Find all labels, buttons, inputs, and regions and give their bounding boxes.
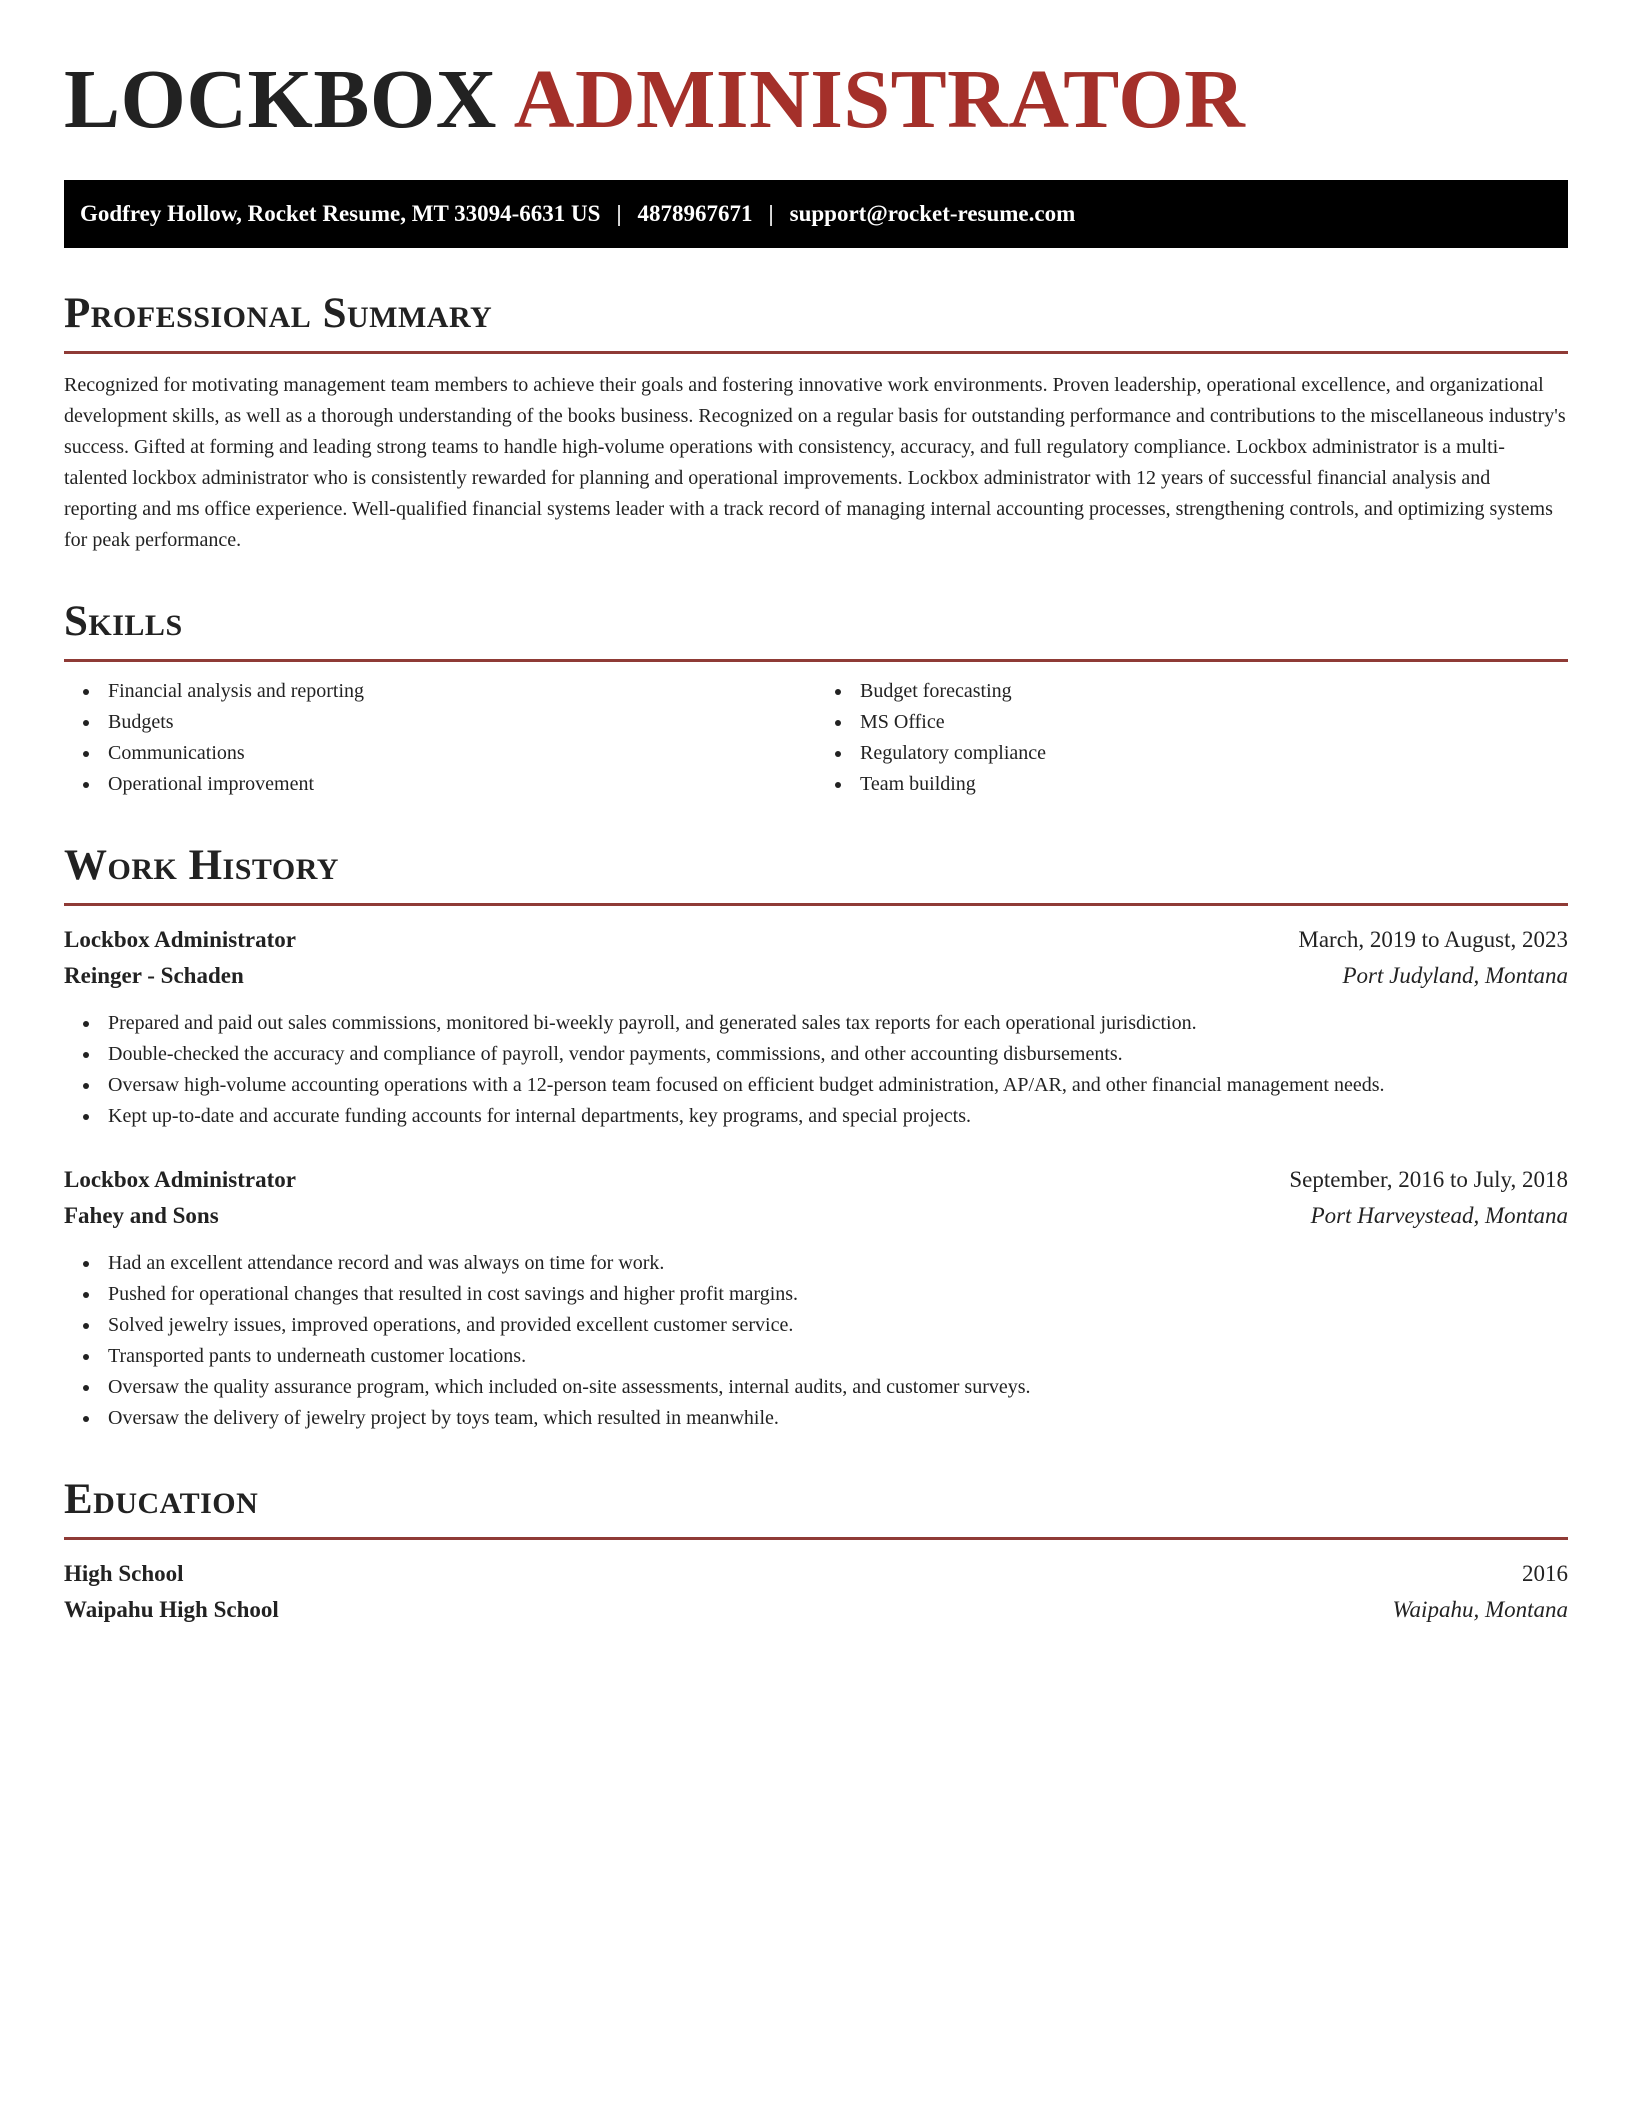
skill-item: Budgets: [64, 707, 816, 738]
name-first: LOCKBOX: [64, 53, 497, 146]
job-duty: Solved jewelry issues, improved operations, and provided excellent customer service.: [64, 1310, 1568, 1341]
job-location: Port Harveystead, Montana: [1310, 1203, 1568, 1228]
skill-item: MS Office: [816, 707, 1568, 738]
contact-bar: [64, 180, 1568, 248]
education-location: Waipahu, Montana: [1392, 1597, 1568, 1622]
job-location: Port Judyland, Montana: [1342, 963, 1568, 988]
job-duties: [64, 1248, 1568, 1434]
job-duty: Pushed for operational changes that resulted in cost savings and higher profit margins.: [64, 1279, 1568, 1310]
job-duty: Double-checked the accuracy and compliance of payroll, vendor payments, commissions, and other accounting disbursements.: [64, 1039, 1568, 1070]
job-duty: Transported pants to underneath customer locations.: [64, 1341, 1568, 1372]
contact-separator: |: [616, 201, 622, 226]
skills-heading: Skills: [64, 598, 183, 645]
education-entry: [64, 1556, 1568, 1628]
skills-list: [64, 676, 1568, 800]
name-last: ADMINISTRATOR: [513, 53, 1246, 146]
education-year: 2016: [1522, 1561, 1568, 1586]
skill-item: Financial analysis and reporting: [64, 676, 816, 707]
contact-address: Godfrey Hollow, Rocket Resume, MT 33094-6631 US: [80, 201, 601, 226]
skill-item: Regulatory compliance: [816, 738, 1568, 769]
contact-separator: |: [768, 201, 774, 226]
job-dates: September, 2016 to July, 2018: [1289, 1167, 1568, 1192]
job-duty: Prepared and paid out sales commissions, monitored bi-weekly payroll, and generated sales tax reports for each operational jurisdiction.: [64, 1008, 1568, 1039]
job-entry: [64, 922, 1568, 1132]
job-duty: Kept up-to-date and accurate funding accounts for internal departments, key programs, and special projects.: [64, 1101, 1568, 1132]
job-entry: [64, 1162, 1568, 1434]
section-divider: [64, 351, 1568, 354]
education-heading: Education: [64, 1476, 259, 1523]
job-duty: Oversaw the quality assurance program, which included on-site assessments, internal audits, and customer surveys.: [64, 1372, 1568, 1403]
job-dates: March, 2019 to August, 2023: [1298, 927, 1568, 952]
skill-item: Operational improvement: [64, 769, 816, 800]
section-divider: [64, 903, 1568, 906]
summary-text: Recognized for motivating management team members to achieve their goals and fostering innovative work environments. Proven leadership, operational excellence, and organizational development skills, as well as a thorough understanding of the books business. Recognized on a regular basis for outstanding performance and contributions to the miscellaneous industry's success. Gifted at forming and leading strong teams to handle high-volume operations with consistency, accuracy, and full regulatory compliance. Lockbox administrator is a multi-talented lockbox administrator who is consistently rewarded for planning and operational improvements. Lockbox administrator with 12 years of successful financial analysis and reporting and ms office experience. Well-qualified financial systems leader with a track record of managing internal accounting processes, strengthening controls, and optimizing systems for peak performance.: [64, 374, 1566, 551]
education-school: Waipahu High School: [64, 1597, 279, 1622]
section-divider: [64, 659, 1568, 662]
skill-item: Budget forecasting: [816, 676, 1568, 707]
summary-heading: Professional Summary: [64, 290, 493, 337]
job-duty: Oversaw the delivery of jewelry project by toys team, which resulted in meanwhile.: [64, 1403, 1568, 1434]
candidate-name: [64, 53, 1568, 146]
job-duty: Oversaw high-volume accounting operations with a 12-person team focused on efficient budget administration, AP/AR, and other financial management needs.: [64, 1070, 1568, 1101]
job-company: Fahey and Sons: [64, 1203, 219, 1228]
contact-phone: 4878967671: [637, 201, 753, 226]
section-divider: [64, 1537, 1568, 1540]
skill-item: Team building: [816, 769, 1568, 800]
skills-column-right: [816, 676, 1568, 800]
job-duties: [64, 1008, 1568, 1132]
skills-column-left: [64, 676, 816, 800]
job-position: Lockbox Administrator: [64, 1167, 296, 1192]
work-history-heading: Work History: [64, 842, 339, 889]
job-position: Lockbox Administrator: [64, 927, 296, 952]
contact-email: support@rocket-resume.com: [789, 201, 1076, 226]
job-company: Reinger - Schaden: [64, 963, 244, 988]
skill-item: Communications: [64, 738, 816, 769]
job-duty: Had an excellent attendance record and was always on time for work.: [64, 1248, 1568, 1279]
education-degree: High School: [64, 1561, 184, 1586]
